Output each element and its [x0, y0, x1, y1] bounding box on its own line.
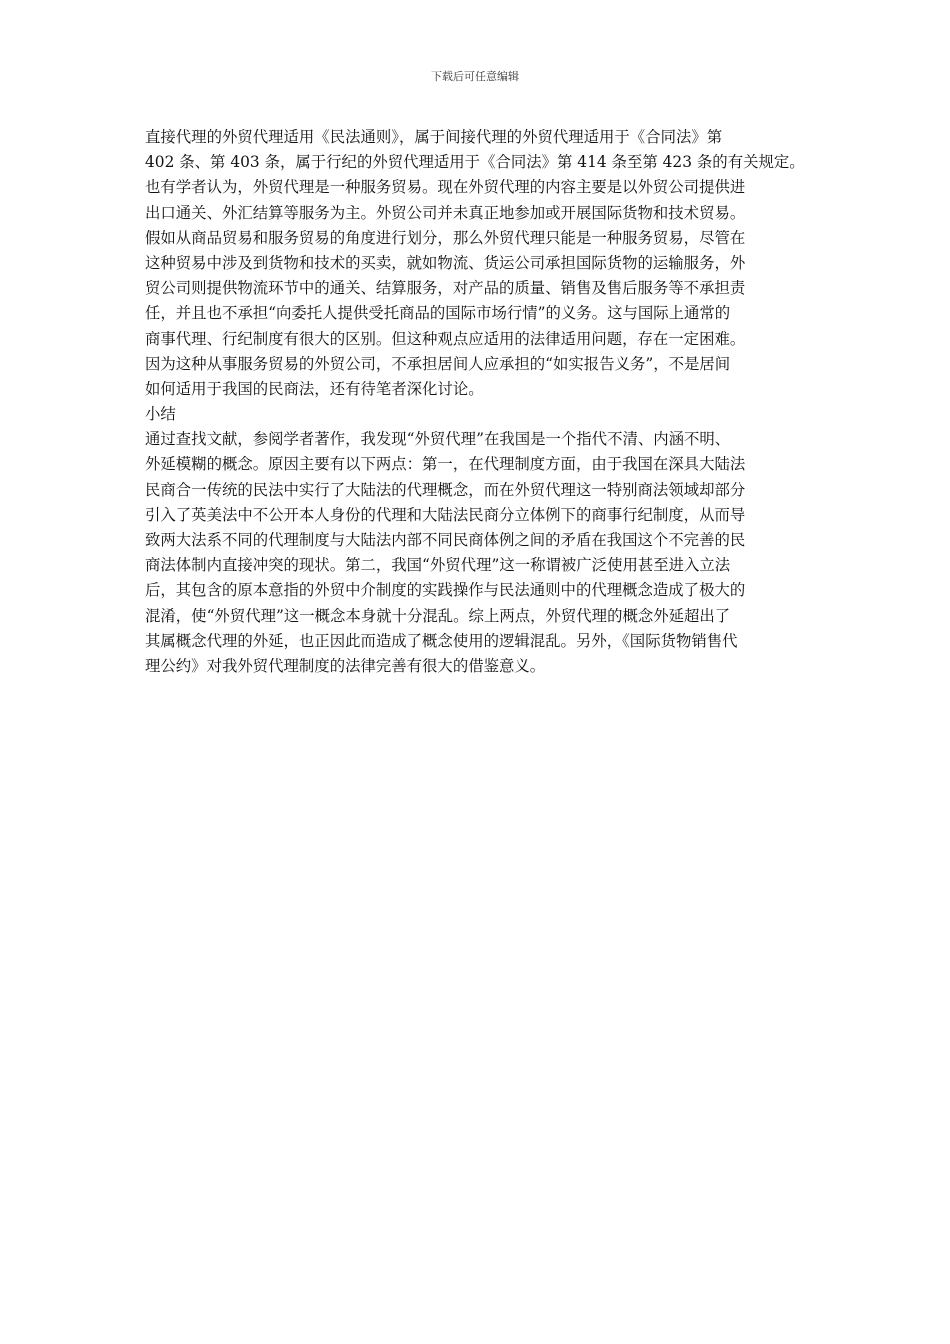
- paragraph-line: 通过查找文献，参阅学者著作，我发现“外贸代理”在我国是一个指代不清、内涵不明、: [145, 430, 731, 449]
- paragraph-line: 商法体制内直接冲突的现状。第二，我国“外贸代理”这一称谓被广泛使用甚至进入立法: [145, 556, 731, 575]
- paragraph-line: 民商合一传统的民法中实行了大陆法的代理概念，而在外贸代理这一特别商法领域却部分: [145, 480, 746, 499]
- document-body: [145, 125, 811, 679]
- paragraph-line: 402 条、第 403 条，属于行纪的外贸代理适用于《合同法》第 414 条至第 423 条的有关规定。: [145, 153, 805, 172]
- paragraph-line: 外延模糊的概念。原因主要有以下两点：第一，在代理制度方面，由于我国在深具大陆法: [145, 455, 746, 474]
- paragraph-line: 后，其包含的原本意指的外贸中介制度的实践操作与民法通则中的代理概念造成了极大的: [145, 581, 746, 600]
- page-header: 下载后可任意编辑: [431, 70, 519, 83]
- paragraph-line: 引入了英美法中不公开本人身份的代理和大陆法民商分立体例下的商事行纪制度，从而导: [145, 505, 746, 524]
- paragraph-line: 其属概念代理的外延，也正因此而造成了概念使用的逻辑混乱。另外，《国际货物销售代: [145, 631, 738, 650]
- paragraph-line: 这种贸易中涉及到货物和技术的买卖，就如物流、货运公司承担国际货物的运输服务，外: [145, 253, 746, 272]
- paragraph-line: 出口通关、外汇结算等服务为主。外贸公司并未真正地参加或开展国际货物和技术贸易。: [145, 203, 746, 222]
- section-heading: 小结: [145, 405, 176, 424]
- paragraph-line: 贸公司则提供物流环节中的通关、结算服务，对产品的质量、销售及售后服务等不承担责: [145, 279, 746, 298]
- paragraph-line: 如何适用于我国的民商法，还有待笔者深化讨论。: [145, 379, 484, 398]
- paragraph-line: 理公约》对我外贸代理制度的法律完善有很大的借鉴意义。: [145, 656, 546, 675]
- paragraph-line: 混淆，使“外贸代理”这一概念本身就十分混乱。综上两点，外贸代理的概念外延超出了: [145, 606, 731, 625]
- paragraph-line: 商事代理、行纪制度有很大的区别。但这种观点应适用的法律适用问题，存在一定困难。: [145, 329, 746, 348]
- paragraph-line: 也有学者认为，外贸代理是一种服务贸易。现在外贸代理的内容主要是以外贸公司提供进: [145, 178, 746, 197]
- paragraph-line: 假如从商品贸易和服务贸易的角度进行划分，那么外贸代理只能是一种服务贸易，尽管在: [145, 228, 746, 247]
- paragraph-line: 任，并且也不承担“向委托人提供受托商品的国际市场行情”的义务。这与国际上通常的: [145, 304, 731, 323]
- paragraph-line: 致两大法系不同的代理制度与大陆法内部不同民商体例之间的矛盾在我国这个不完善的民: [145, 531, 746, 549]
- paragraph-line: 直接代理的外贸代理适用《民法通则》，属于间接代理的外贸代理适用于《合同法》第: [145, 128, 723, 146]
- paragraph-line: 因为这种从事服务贸易的外贸公司，不承担居间人应承担的“如实报告义务”，不是居间: [145, 354, 731, 373]
